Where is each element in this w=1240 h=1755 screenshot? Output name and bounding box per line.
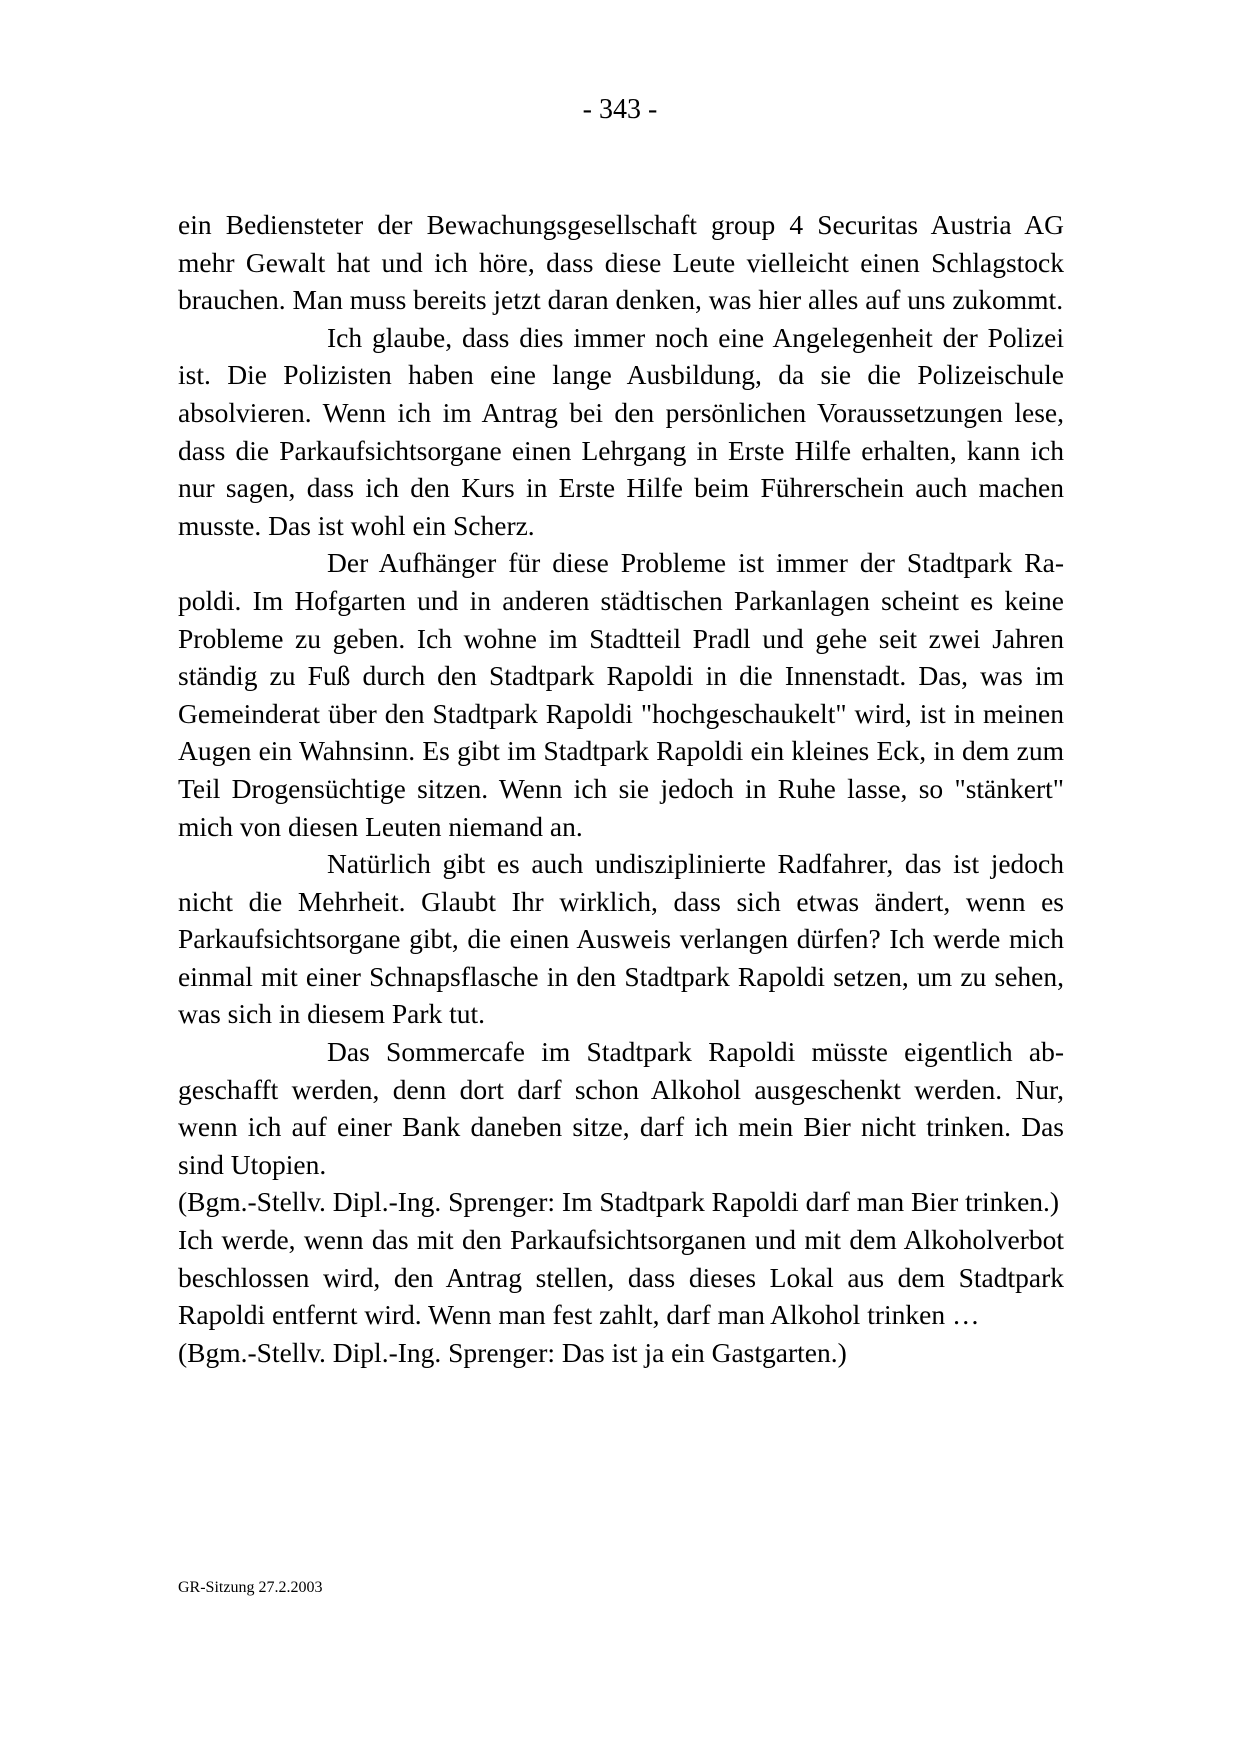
page-number: - 343 - (582, 94, 658, 125)
page-body (178, 206, 1064, 1371)
paragraph-2: Ich glaube, dass dies immer noch eine Angelegenheit der Polizei ist. Die Polizisten haben eine lange Ausbildung, da sie die Polizeischule absolvieren. Wenn ich im Antrag bei den persönlichen Voraussetzungen lese, dass die Parkaufsichtsorgane einen Lehrgang in Erste Hilfe erhalten, kann ich nur sagen, dass ich den Kurs in Erste Hilfe beim Führerschein auch machen musste. Das ist wohl ein Scherz. (178, 321, 1064, 541)
interjection-1: (Bgm.-Stellv. Dipl.-Ing. Sprenger: Im Stadtpark Rapoldi darf man Bier trinken.) (178, 1186, 1060, 1218)
interjection-2: (Bgm.-Stellv. Dipl.-Ing. Sprenger: Das ist ja ein Gastgarten.) (178, 1336, 847, 1368)
paragraph-4: Natürlich gibt es auch undisziplinierte Radfahrer, das ist jedoch nicht die Mehrheit. Glaubt Ihr wirklich, dass sich etwas ändert, wenn es Parkaufsichtsorgane gibt, die einen Ausweis verlangen dürfen? Ich werde mich einmal mit einer Schnapsflasche in den Stadtpark Rapoldi setzen, um zu sehen, was sich in diesem Park tut. (178, 848, 1064, 1030)
paragraph-1: ein Bediensteter der Bewachungsgesellschaft group 4 Securitas Austria AG mehr Gewalt hat und ich höre, dass diese Leute vielleicht einen Schlagstock brauchen. Man muss bereits jetzt daran denken, was hier alles auf uns zukommt. (178, 209, 1064, 316)
paragraph-6: Ich werde, wenn das mit den Parkaufsichtsorganen und mit dem Alkoholverbot beschlossen wird, den Antrag stellen, dass dieses Lokal aus dem Stadtpark Rapoldi entfernt wird. Wenn man fest zahlt, darf man Alkohol trinken … (178, 1224, 1064, 1331)
paragraph-3: Der Aufhänger für diese Probleme ist immer der Stadtpark Rapoldi. Im Hofgarten und in anderen städtischen Parkanlagen scheint es keine Probleme zu geben. Ich wohne im Stadtteil Pradl und gehe seit zwei Jahren ständig zu Fuß durch den Stadtpark Rapoldi in die Innenstadt. Das, was im Gemeinderat über den Stadtpark Rapoldi "hochgeschaukelt" wird, ist in meinen Augen ein Wahnsinn. Es gibt im Stadtpark Rapoldi ein kleines Eck, in dem zum Teil Drogensüchtige sitzen. Wenn ich sie jedoch in Ruhe lasse, so "stänkert" mich von diesen Leuten niemand an. (178, 547, 1064, 842)
page-footer: GR-Sitzung 27.2.2003 (178, 1579, 323, 1596)
paragraph-5: Das Sommercafe im Stadtpark Rapoldi müsste eigentlich abgeschafft werden, denn dort darf schon Alkohol ausgeschenkt werden. Nur, wenn ich auf einer Bank daneben sitze, darf ich mein Bier nicht trinken. Das sind Utopien. (178, 1036, 1064, 1180)
